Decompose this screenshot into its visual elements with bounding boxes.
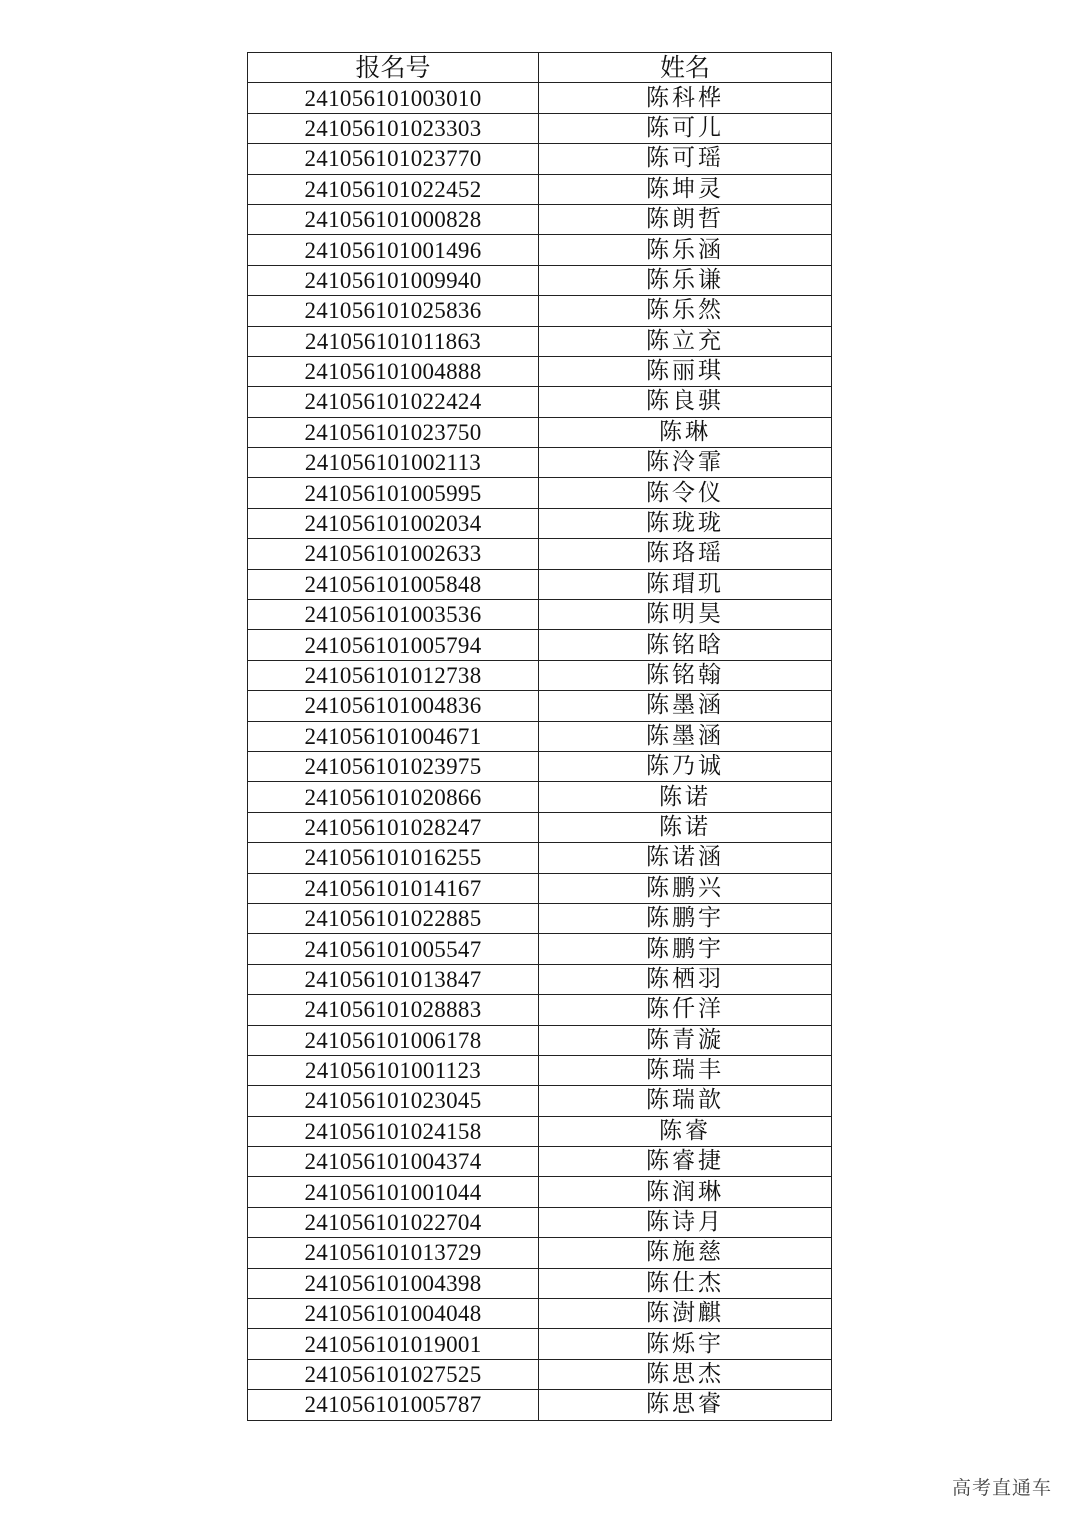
registration-number-cell: 241056101022424 [248, 387, 539, 417]
registration-number-cell: 241056101028247 [248, 812, 539, 842]
registration-number-cell: 241056101001123 [248, 1055, 539, 1085]
registration-number-cell: 241056101012738 [248, 660, 539, 690]
registration-number-cell: 241056101024158 [248, 1116, 539, 1146]
registration-number-cell: 241056101004671 [248, 721, 539, 751]
registration-number-cell: 241056101022704 [248, 1207, 539, 1237]
table-row [248, 782, 832, 812]
name-cell: 陈睿捷 [539, 1147, 832, 1177]
name-cell: 陈明昊 [539, 600, 832, 630]
registration-number-cell: 241056101022452 [248, 174, 539, 204]
registration-number-cell: 241056101003536 [248, 600, 539, 630]
table-row [248, 508, 832, 538]
registration-number-cell: 241056101019001 [248, 1329, 539, 1359]
registration-number-cell: 241056101005547 [248, 934, 539, 964]
table-row [248, 751, 832, 781]
table-row [248, 356, 832, 386]
table-header-row [248, 53, 832, 83]
name-cell: 陈鹏兴 [539, 873, 832, 903]
table-row [248, 174, 832, 204]
name-cell: 陈琳 [539, 417, 832, 447]
registration-number-cell: 241056101004048 [248, 1299, 539, 1329]
registration-number-cell: 241056101013847 [248, 964, 539, 994]
table-row [248, 721, 832, 751]
registration-number-cell: 241056101000828 [248, 204, 539, 234]
name-cell: 陈铭翰 [539, 660, 832, 690]
table-row [248, 964, 832, 994]
table-row [248, 1390, 832, 1420]
table-row [248, 995, 832, 1025]
registration-number-cell: 241056101006178 [248, 1025, 539, 1055]
registration-number-cell: 241056101001496 [248, 235, 539, 265]
registration-number-cell: 241056101005995 [248, 478, 539, 508]
table-row [248, 1299, 832, 1329]
name-cell: 陈科桦 [539, 83, 832, 113]
registration-number-cell: 241056101005848 [248, 569, 539, 599]
registration-number-cell: 241056101002633 [248, 539, 539, 569]
name-cell: 陈润琳 [539, 1177, 832, 1207]
table-row [248, 1268, 832, 1298]
table-row [248, 569, 832, 599]
registration-number-cell: 241056101023303 [248, 113, 539, 143]
name-cell: 陈思睿 [539, 1390, 832, 1420]
name-cell: 陈瑁玑 [539, 569, 832, 599]
name-cell: 陈珞瑶 [539, 539, 832, 569]
registration-number-cell: 241056101027525 [248, 1359, 539, 1389]
registration-number-cell: 241056101025836 [248, 296, 539, 326]
registration-number-cell: 241056101004836 [248, 691, 539, 721]
name-cell: 陈瑞歆 [539, 1086, 832, 1116]
registration-number-cell: 241056101028883 [248, 995, 539, 1025]
table-row [248, 83, 832, 113]
registration-number-cell: 241056101016255 [248, 843, 539, 873]
name-cell: 陈乐然 [539, 296, 832, 326]
table-row [248, 1238, 832, 1268]
name-cell: 陈诺涵 [539, 843, 832, 873]
registration-number-cell: 241056101014167 [248, 873, 539, 903]
table-row [248, 417, 832, 447]
registration-number-cell: 241056101023770 [248, 144, 539, 174]
name-cell: 陈瑞丰 [539, 1055, 832, 1085]
name-cell: 陈睿 [539, 1116, 832, 1146]
name-cell: 陈坤灵 [539, 174, 832, 204]
table-row [248, 326, 832, 356]
table-row [248, 1025, 832, 1055]
table-row [248, 296, 832, 326]
name-cell: 陈泠霏 [539, 448, 832, 478]
table-row [248, 235, 832, 265]
table-body [248, 83, 832, 1420]
name-cell: 陈朗哲 [539, 204, 832, 234]
table-row [248, 660, 832, 690]
name-cell: 陈鹏宇 [539, 903, 832, 933]
name-cell: 陈令仪 [539, 478, 832, 508]
table-row [248, 1207, 832, 1237]
registration-number-cell: 241056101023975 [248, 751, 539, 781]
table-row [248, 539, 832, 569]
registration-number-cell: 241056101001044 [248, 1177, 539, 1207]
table-row [248, 1086, 832, 1116]
header-registration-number: 报名号 [248, 53, 539, 83]
name-cell: 陈仕杰 [539, 1268, 832, 1298]
name-cell: 陈施慈 [539, 1238, 832, 1268]
name-cell: 陈铭晗 [539, 630, 832, 660]
registration-number-cell: 241056101002034 [248, 508, 539, 538]
name-cell: 陈青漩 [539, 1025, 832, 1055]
name-cell: 陈鹏宇 [539, 934, 832, 964]
registration-number-cell: 241056101023045 [248, 1086, 539, 1116]
name-cell: 陈诺 [539, 812, 832, 842]
table-row [248, 1055, 832, 1085]
table-row [248, 934, 832, 964]
table-row [248, 448, 832, 478]
name-cell: 陈墨涵 [539, 691, 832, 721]
table-row [248, 1147, 832, 1177]
registration-number-cell: 241056101013729 [248, 1238, 539, 1268]
name-cell: 陈可瑶 [539, 144, 832, 174]
name-cell: 陈立充 [539, 326, 832, 356]
table-row [248, 630, 832, 660]
header-name: 姓名 [539, 53, 832, 83]
table-row [248, 113, 832, 143]
name-cell: 陈乐谦 [539, 265, 832, 295]
registration-table [247, 52, 832, 1421]
name-cell: 陈栖羽 [539, 964, 832, 994]
table-row [248, 691, 832, 721]
registration-number-cell: 241056101004374 [248, 1147, 539, 1177]
name-cell: 陈澍麒 [539, 1299, 832, 1329]
table-row [248, 600, 832, 630]
registration-number-cell: 241056101011863 [248, 326, 539, 356]
registration-number-cell: 241056101022885 [248, 903, 539, 933]
table-row [248, 1359, 832, 1389]
name-cell: 陈丽琪 [539, 356, 832, 386]
name-cell: 陈墨涵 [539, 721, 832, 751]
registration-number-cell: 241056101005794 [248, 630, 539, 660]
name-cell: 陈仟洋 [539, 995, 832, 1025]
table-row [248, 1116, 832, 1146]
table-row [248, 387, 832, 417]
table-row [248, 843, 832, 873]
name-cell: 陈乃诚 [539, 751, 832, 781]
table-row [248, 265, 832, 295]
name-cell: 陈诺 [539, 782, 832, 812]
registration-number-cell: 241056101020866 [248, 782, 539, 812]
table-row [248, 1329, 832, 1359]
name-cell: 陈思杰 [539, 1359, 832, 1389]
registration-number-cell: 241056101003010 [248, 83, 539, 113]
table-row [248, 873, 832, 903]
table-row [248, 204, 832, 234]
name-cell: 陈乐涵 [539, 235, 832, 265]
table-row [248, 1177, 832, 1207]
registration-number-cell: 241056101005787 [248, 1390, 539, 1420]
name-cell: 陈珑珑 [539, 508, 832, 538]
registration-number-cell: 241056101023750 [248, 417, 539, 447]
table-row [248, 478, 832, 508]
registration-number-cell: 241056101002113 [248, 448, 539, 478]
name-cell: 陈良骐 [539, 387, 832, 417]
name-cell: 陈烁宇 [539, 1329, 832, 1359]
table-row [248, 812, 832, 842]
registration-number-cell: 241056101004888 [248, 356, 539, 386]
table-row [248, 144, 832, 174]
name-cell: 陈诗月 [539, 1207, 832, 1237]
registration-number-cell: 241056101004398 [248, 1268, 539, 1298]
registration-number-cell: 241056101009940 [248, 265, 539, 295]
table-row [248, 903, 832, 933]
name-cell: 陈可儿 [539, 113, 832, 143]
watermark-text: 高考直通车 [951, 1477, 1052, 1499]
